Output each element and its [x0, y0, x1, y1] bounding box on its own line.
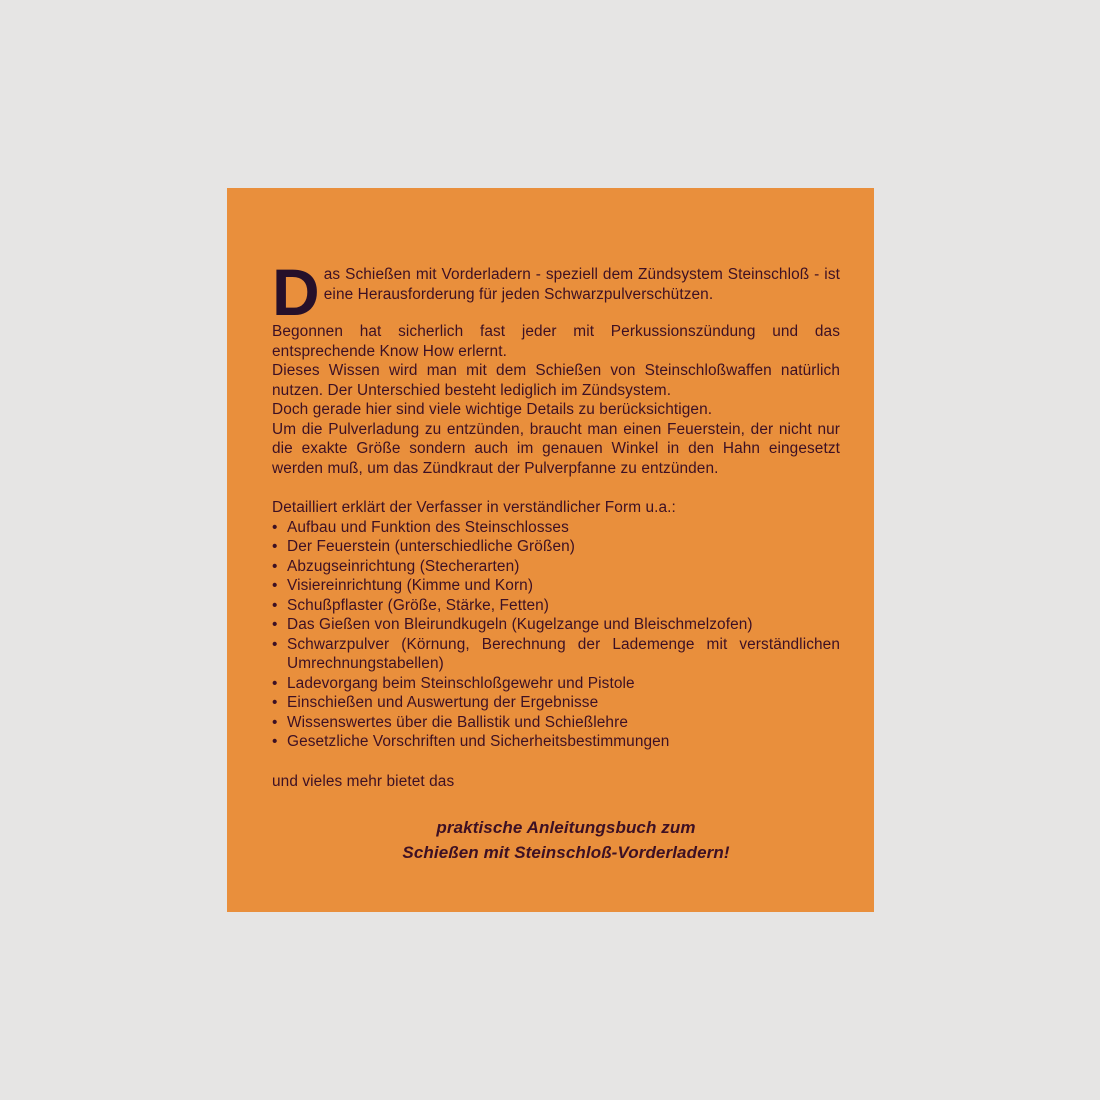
intro-text: as Schießen mit Vorderladern - speziell dem Zündsystem Steinschloß - ist eine Herausforderung für jeden Schwarzpulverschützen. — [323, 266, 840, 303]
list-item: • Visiereinrichtung (Kimme und Korn) — [272, 576, 840, 596]
list-intro: Detailliert erklärt der Verfasser in verständlicher Form u.a.: — [272, 499, 676, 516]
list-item: • Ladevorgang beim Steinschloßgewehr und Pistole — [272, 674, 840, 694]
paragraph-perkussion: Begonnen hat sicherlich fast jeder mit Perkussionszündung und das entsprechende Know How erlernt. — [272, 323, 840, 360]
feature-list — [272, 518, 840, 752]
list-item: • Abzugseinrichtung (Stecherarten) — [272, 557, 840, 577]
paragraph-details: Doch gerade hier sind viele wichtige Details zu berücksichtigen. — [272, 401, 713, 418]
list-item: • Schwarzpulver (Körnung, Berechnung der Lademenge mit verständlichen Umrechnungstabellen) — [272, 635, 840, 674]
list-item: • Wissenswertes über die Ballistik und Schießlehre — [272, 713, 840, 733]
paragraph-wissen: Dieses Wissen wird man mit dem Schießen von Steinschloßwaffen natürlich nutzen. Der Unterschied besteht lediglich im Zündsystem. — [272, 362, 840, 399]
list-item: • Gesetzliche Vorschriften und Sicherheitsbestimmungen — [272, 732, 840, 752]
closing-line-1: praktische Anleitungsbuch zum — [436, 818, 696, 837]
closing-line-2: Schießen mit Steinschloß-Vorderladern! — [402, 843, 730, 862]
intro-paragraph — [272, 255, 840, 329]
outro-text: und vieles mehr bietet das — [272, 772, 455, 790]
list-item: • Das Gießen von Bleirundkugeln (Kugelzange und Bleischmelzofen) — [272, 615, 840, 635]
spacer — [272, 478, 840, 498]
list-item: • Aufbau und Funktion des Steinschlosses — [272, 518, 840, 538]
blurb-text — [272, 255, 840, 865]
drop-cap-letter: D — [272, 255, 320, 329]
list-item: • Einschießen und Auswertung der Ergebnisse — [272, 693, 840, 713]
paragraph-feuerstein: Um die Pulverladung zu entzünden, braucht man einen Feuerstein, der nicht nur die exakte Größe sondern auch im genauen Winkel in den Hahn eingesetzt werden muß, um das Zündkraut der Pulverpfanne zu entzünden. — [272, 420, 840, 477]
closing-tagline — [272, 815, 840, 865]
book-back-cover — [227, 188, 874, 912]
list-item: • Der Feuerstein (unterschiedliche Größen) — [272, 537, 840, 557]
list-item: • Schußpflaster (Größe, Stärke, Fetten) — [272, 596, 840, 616]
